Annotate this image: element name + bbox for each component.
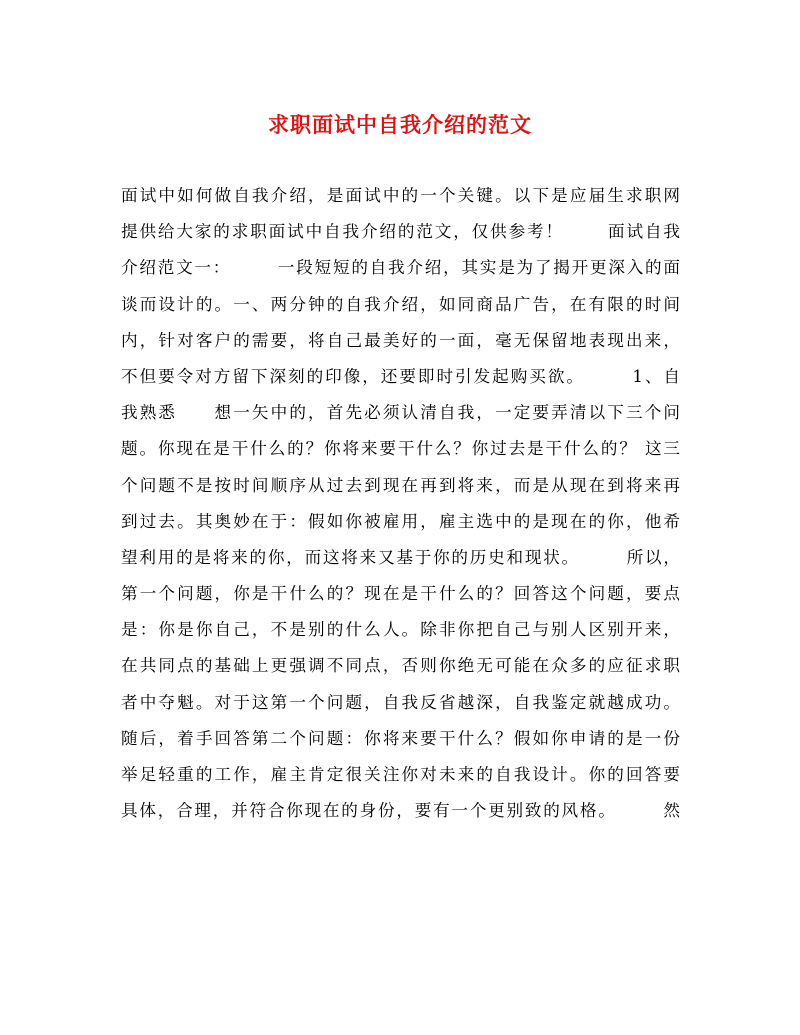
body-line: 我熟悉 想一矢中的，首先必须认清自我，一定要弄清以下三个问 — [121, 403, 680, 423]
body-line: 题。你现在是干什么的？你将来要干什么？你过去是干什么的？ 这三 — [121, 439, 680, 459]
body-line: 具体，合理，并符合你现在的身份，要有一个更别致的风格。 然 — [121, 801, 680, 821]
body-line: 随后，着手回答第二个问题：你将来要干什么？假如你申请的是一份 — [121, 728, 680, 748]
body-line: 第一个问题，你是干什么的？现在是干什么的？回答这个问题，要点 — [121, 584, 680, 604]
body-line: 者中夺魁。对于这第一个问题，自我反省越深，自我鉴定就越成功。 — [121, 692, 680, 712]
body-line: 面试中如何做自我介绍，是面试中的一个关键。以下是应届生求职网 — [121, 186, 680, 205]
body-line: 个问题不是按时间顺序从过去到现在再到将来，而是从现在到将来再 — [121, 475, 680, 495]
body-line: 提供给大家的求职面试中自我介绍的范文，仅供参考！ 面试自我 — [121, 222, 680, 242]
body-line: 不但要令对方留下深刻的印像，还要即时引发起购买欲。 1、自 — [121, 366, 680, 386]
body-line: 谈而设计的。一、两分钟的自我介绍，如同商品广告，在有限的时间 — [121, 294, 680, 314]
body-line: 是：你是你自己，不是别的什么人。除非你把自己与别人区别开来， — [121, 620, 680, 640]
body-line: 举足轻重的工作，雇主肯定很关注你对未来的自我设计。你的回答要 — [121, 765, 680, 784]
body-line: 介绍范文一： 一段短短的自我介绍，其实是为了揭开更深入的面 — [121, 258, 680, 278]
document-body — [121, 178, 680, 829]
body-line: 内，针对客户的需要，将自己最美好的一面，毫无保留地表现出来， — [121, 330, 680, 350]
body-line: 在共同点的基础上更强调不同点，否则你绝无可能在众多的应征求职 — [121, 656, 680, 676]
body-line: 到过去。其奥妙在于：假如你被雇用，雇主选中的是现在的你，他希 — [121, 511, 680, 531]
document-title: 求职面试中自我介绍的范文 — [268, 112, 532, 137]
body-line: 望利用的是将来的你，而这将来又基于你的历史和现状。 所以， — [121, 547, 680, 567]
